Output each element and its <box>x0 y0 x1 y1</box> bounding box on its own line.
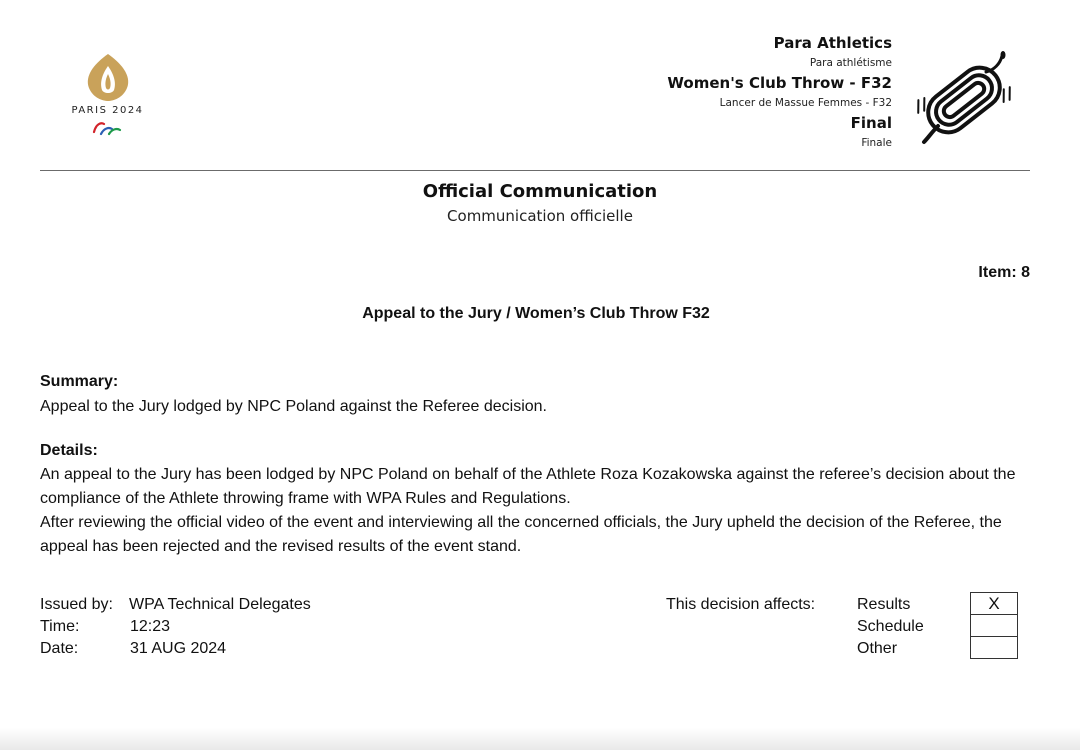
agitos-icon <box>91 120 123 136</box>
page-bottom-edge <box>0 728 1080 750</box>
details-paragraph-2: After reviewing the official video of the event and interviewing all the concerned officials, the Jury upheld the decision of the Referee, the appeal has been rejected and the revised results of the event stand. <box>40 514 1002 555</box>
event-header <box>667 33 892 153</box>
schedule-checkbox <box>971 614 1017 636</box>
details-paragraph-1: An appeal to the Jury has been lodged by NPC Poland on behalf of the Athlete Roza Kozakowska against the referee’s decision about the compliance of the Athlete throwing frame with WPA Rules and Regulations. <box>40 466 1016 507</box>
other-checkbox <box>971 636 1017 658</box>
communication-subject: Appeal to the Jury / Women’s Club Throw F32 <box>362 305 710 322</box>
affects-results-label: Results <box>857 596 911 613</box>
flame-emblem-icon <box>81 52 135 102</box>
affects-other-label: Other <box>857 640 898 657</box>
sport-name: Para Athletics <box>773 34 892 52</box>
communication-title-fr: Communication officielle <box>447 207 633 225</box>
affects-schedule-label: Schedule <box>857 618 924 635</box>
communication-title <box>0 180 1080 228</box>
decision-affects-list <box>857 594 924 660</box>
decision-affects-checkboxes <box>970 592 1018 659</box>
sport-name-fr: Para athlétisme <box>809 57 892 69</box>
issued-by-label: Issued by: <box>40 596 113 613</box>
date-value: 31 AUG 2024 <box>130 640 227 657</box>
date-label: Date: <box>40 640 79 657</box>
event-name: Women's Club Throw - F32 <box>667 74 892 92</box>
paris-2024-paralympic-logo <box>60 52 155 147</box>
details-label: Details: <box>40 442 98 459</box>
results-checkbox: X <box>988 594 1000 613</box>
phase-name-fr: Finale <box>861 137 892 149</box>
summary-text: Appeal to the Jury lodged by NPC Poland against the Referee decision. <box>40 398 547 415</box>
phase-name: Final <box>850 114 892 132</box>
header-divider <box>40 170 1030 171</box>
paris-2024-wordmark: PARIS 2024 <box>71 105 144 116</box>
event-name-fr: Lancer de Massue Femmes - F32 <box>719 97 892 109</box>
item-number: Item: 8 <box>978 264 1030 281</box>
summary-label: Summary: <box>40 373 119 390</box>
issued-by-value: WPA Technical Delegates <box>129 596 311 613</box>
time-value: 12:23 <box>130 618 171 635</box>
time-label: Time: <box>40 618 80 635</box>
decision-affects-label: This decision affects: <box>666 596 816 613</box>
club-throw-pictogram-icon <box>914 50 1014 150</box>
communication-title-en: Official Communication <box>422 181 658 202</box>
